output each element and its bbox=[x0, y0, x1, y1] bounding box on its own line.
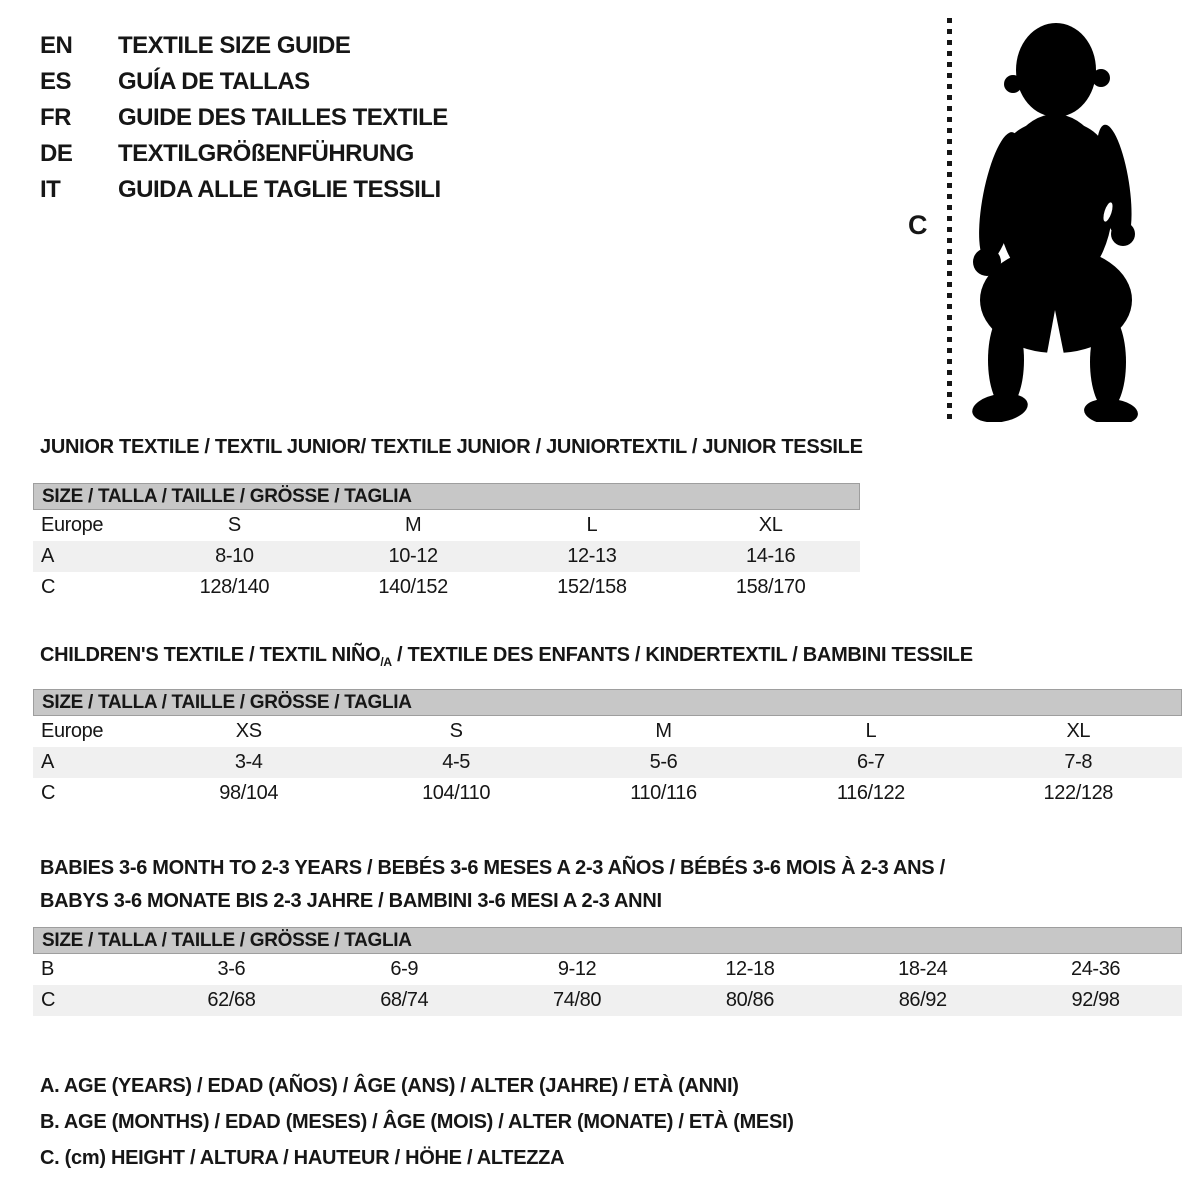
age-cell: 3-6 bbox=[217, 958, 246, 980]
language-row-fr bbox=[40, 100, 448, 136]
language-title: GUÍA DE TALLAS bbox=[118, 68, 310, 95]
table-row bbox=[33, 985, 1182, 1016]
toddler-silhouette-icon bbox=[960, 12, 1146, 422]
size-cell: XL bbox=[758, 514, 783, 536]
size-cell: S bbox=[227, 514, 241, 536]
babies-heading-line1: BABIES 3-6 MONTH TO 2-3 YEARS / BEBÉS 3-6 MESES A 2-3 AÑOS / BÉBÉS 3-6 MOIS À 2-3 ANS / bbox=[40, 857, 945, 879]
size-cell: XS bbox=[235, 720, 262, 742]
legend-line-c: C. (cm) HEIGHT / ALTURA / HAUTEUR / HÖHE / ALTEZZA bbox=[40, 1147, 565, 1169]
language-code: ES bbox=[40, 68, 72, 95]
children-heading-sub: /A bbox=[380, 655, 392, 669]
height-cell: 80/86 bbox=[725, 989, 774, 1011]
language-code: IT bbox=[40, 176, 61, 203]
height-cell: 152/158 bbox=[557, 576, 627, 598]
age-cell: 9-12 bbox=[557, 958, 597, 980]
height-cell: 128/140 bbox=[199, 576, 270, 598]
height-cell: 140/152 bbox=[378, 576, 448, 598]
size-cell: L bbox=[586, 514, 598, 536]
row-label: C bbox=[41, 989, 56, 1011]
age-cell: 4-5 bbox=[442, 751, 470, 773]
junior-size-table bbox=[33, 483, 860, 603]
children-heading-part2: / TEXTILE DES ENFANTS / KINDERTEXTIL / BAMBINI TESSILE bbox=[391, 644, 973, 666]
row-label: A bbox=[41, 545, 54, 567]
size-cell: L bbox=[865, 720, 877, 742]
junior-size-header-bar: SIZE / TALLA / TAILLE / GRÖSSE / TAGLIA bbox=[33, 483, 860, 510]
measurement-legend bbox=[40, 1068, 794, 1176]
age-cell: 12-18 bbox=[725, 958, 775, 980]
babies-size-header-bar: SIZE / TALLA / TAILLE / GRÖSSE / TAGLIA bbox=[33, 927, 1182, 954]
height-cell: 68/74 bbox=[380, 989, 429, 1011]
age-cell: 8-10 bbox=[215, 545, 254, 567]
height-cell: 86/92 bbox=[898, 989, 947, 1011]
language-title: TEXTILGRÖßENFÜHRUNG bbox=[118, 140, 414, 167]
language-code: EN bbox=[40, 32, 73, 59]
age-cell: 7-8 bbox=[1064, 751, 1093, 773]
row-label: C bbox=[41, 782, 56, 804]
babies-size-table bbox=[33, 927, 1182, 1016]
table-row bbox=[33, 778, 1182, 809]
row-label: C bbox=[41, 576, 56, 598]
age-cell: 10-12 bbox=[388, 545, 438, 567]
height-measure-label: C bbox=[908, 210, 928, 240]
height-cell: 158/170 bbox=[735, 576, 806, 598]
children-heading-part1: CHILDREN'S TEXTILE / TEXTIL NIÑO bbox=[40, 644, 381, 666]
language-row-de bbox=[40, 136, 448, 172]
babies-heading-line2: BABYS 3-6 MONATE BIS 2-3 JAHRE / BAMBINI 3-6 MESI A 2-3 ANNI bbox=[40, 890, 662, 912]
age-cell: 12-13 bbox=[567, 545, 617, 567]
row-label: Europe bbox=[41, 720, 104, 742]
height-cell: 122/128 bbox=[1043, 782, 1114, 804]
babies-section-heading bbox=[40, 852, 945, 918]
age-cell: 6-9 bbox=[390, 958, 419, 980]
legend-line-a: A. AGE (YEARS) / EDAD (AÑOS) / ÂGE (ANS) / ALTER (JAHRE) / ETÀ (ANNI) bbox=[40, 1075, 739, 1097]
language-row-it bbox=[40, 172, 448, 208]
size-cell: M bbox=[655, 720, 672, 742]
children-size-header-bar: SIZE / TALLA / TAILLE / GRÖSSE / TAGLIA bbox=[33, 689, 1182, 716]
age-cell: 14-16 bbox=[746, 545, 796, 567]
age-cell: 24-36 bbox=[1070, 958, 1121, 980]
height-cell: 110/116 bbox=[630, 782, 697, 804]
language-row-en bbox=[40, 28, 448, 64]
height-measure-line bbox=[947, 18, 952, 420]
table-row bbox=[33, 541, 860, 572]
children-section-heading bbox=[40, 644, 973, 669]
height-cell: 74/80 bbox=[553, 989, 602, 1011]
height-cell: 104/110 bbox=[422, 782, 491, 804]
table-row bbox=[33, 716, 1182, 747]
language-code: FR bbox=[40, 104, 71, 131]
size-cell: XL bbox=[1066, 720, 1091, 742]
language-row-es bbox=[40, 64, 448, 100]
table-row bbox=[33, 954, 1182, 985]
language-title: TEXTILE SIZE GUIDE bbox=[118, 32, 351, 59]
row-label: B bbox=[41, 958, 54, 980]
row-label: A bbox=[41, 751, 54, 773]
height-cell: 62/68 bbox=[207, 989, 256, 1011]
row-label: Europe bbox=[41, 514, 104, 536]
age-cell: 5-6 bbox=[649, 751, 678, 773]
language-title: GUIDA ALLE TAGLIE TESSILI bbox=[118, 176, 441, 203]
language-title-list bbox=[40, 28, 448, 208]
height-cell: 116/122 bbox=[836, 782, 905, 804]
age-cell: 6-7 bbox=[857, 751, 885, 773]
size-cell: S bbox=[449, 720, 463, 742]
table-row bbox=[33, 747, 1182, 778]
table-row bbox=[33, 572, 860, 603]
height-cell: 92/98 bbox=[1071, 989, 1120, 1011]
height-cell: 98/104 bbox=[219, 782, 279, 804]
size-cell: M bbox=[404, 514, 422, 536]
children-size-table bbox=[33, 689, 1182, 809]
legend-line-b: B. AGE (MONTHS) / EDAD (MESES) / ÂGE (MOIS) / ALTER (MONATE) / ETÀ (MESI) bbox=[40, 1111, 794, 1133]
language-title: GUIDE DES TAILLES TEXTILE bbox=[118, 104, 448, 131]
language-code: DE bbox=[40, 140, 73, 167]
junior-section-heading: JUNIOR TEXTILE / TEXTIL JUNIOR/ TEXTILE JUNIOR / JUNIORTEXTIL / JUNIOR TESSILE bbox=[40, 436, 863, 458]
age-cell: 18-24 bbox=[898, 958, 948, 980]
table-row bbox=[33, 510, 860, 541]
age-cell: 3-4 bbox=[234, 751, 263, 773]
